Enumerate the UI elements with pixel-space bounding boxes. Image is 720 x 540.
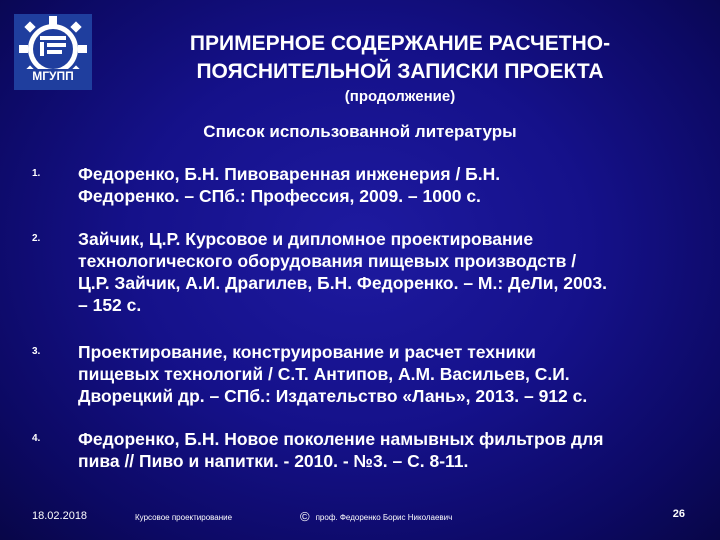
section-heading: Список использованной литературы [203,122,517,141]
list-item-text [78,163,688,207]
list-item-line: пива // Пиво и напитки. - 2010. - №3. – С. 8-11. [78,451,469,471]
footer-course: Курсовое проектирование [135,513,233,522]
page-title [120,30,680,86]
list-item-line: Дворецкий др. – СПб.: Издательство «Лань», 2013. – 912 с. [78,386,588,406]
list-item-text [78,228,688,316]
page-number: 26 [672,508,685,520]
list-item-line: Ц.Р. Зайчик, А.И. Драгилев, Б.Н. Федоренко. – М.: ДеЛи, 2003. [78,273,608,293]
footer-date: 18.02.2018 [32,510,88,522]
footer-author [300,509,452,524]
list-item-text [78,428,688,472]
list-item-line: Федоренко. – СПб.: Профессия, 2009. – 1000 с. [78,186,481,206]
list-item-number: 1. [32,168,41,179]
list-item-number: 2. [32,233,41,244]
title-line-2: ПОЯСНИТЕЛЬНОЙ ЗАПИСКИ ПРОЕКТА [196,60,604,83]
logo-text: МГУПП [32,69,74,83]
list-item-number: 3. [32,346,41,357]
title-line-1: ПРИМЕРНОЕ СОДЕРЖАНИЕ РАСЧЕТНО- [189,32,611,55]
list-item-line: Федоренко, Б.Н. Новое поколение намывных фильтров для [78,429,604,449]
list-item-line: Федоренко, Б.Н. Пивоваренная инженерия / Б.Н. [78,164,501,184]
list-item-number: 4. [32,433,41,444]
list-item-line: Зайчик, Ц.Р. Курсовое и дипломное проектирование [78,229,534,249]
list-item-line: Проектирование, конструирование и расчет техники [78,342,536,362]
copyright-icon: © [300,509,310,524]
footer-author-name: проф. Федоренко Борис Николаевич [315,513,453,522]
page-subtitle: (продолжение) [344,88,456,105]
university-logo-icon [14,14,92,90]
list-item-line: – 152 с. [78,295,142,315]
list-item-text [78,341,688,407]
list-item-line: технологического оборудования пищевых производств / [78,251,577,271]
list-item-line: пищевых технологий / С.Т. Антипов, А.М. Васильев, С.И. [78,364,570,384]
